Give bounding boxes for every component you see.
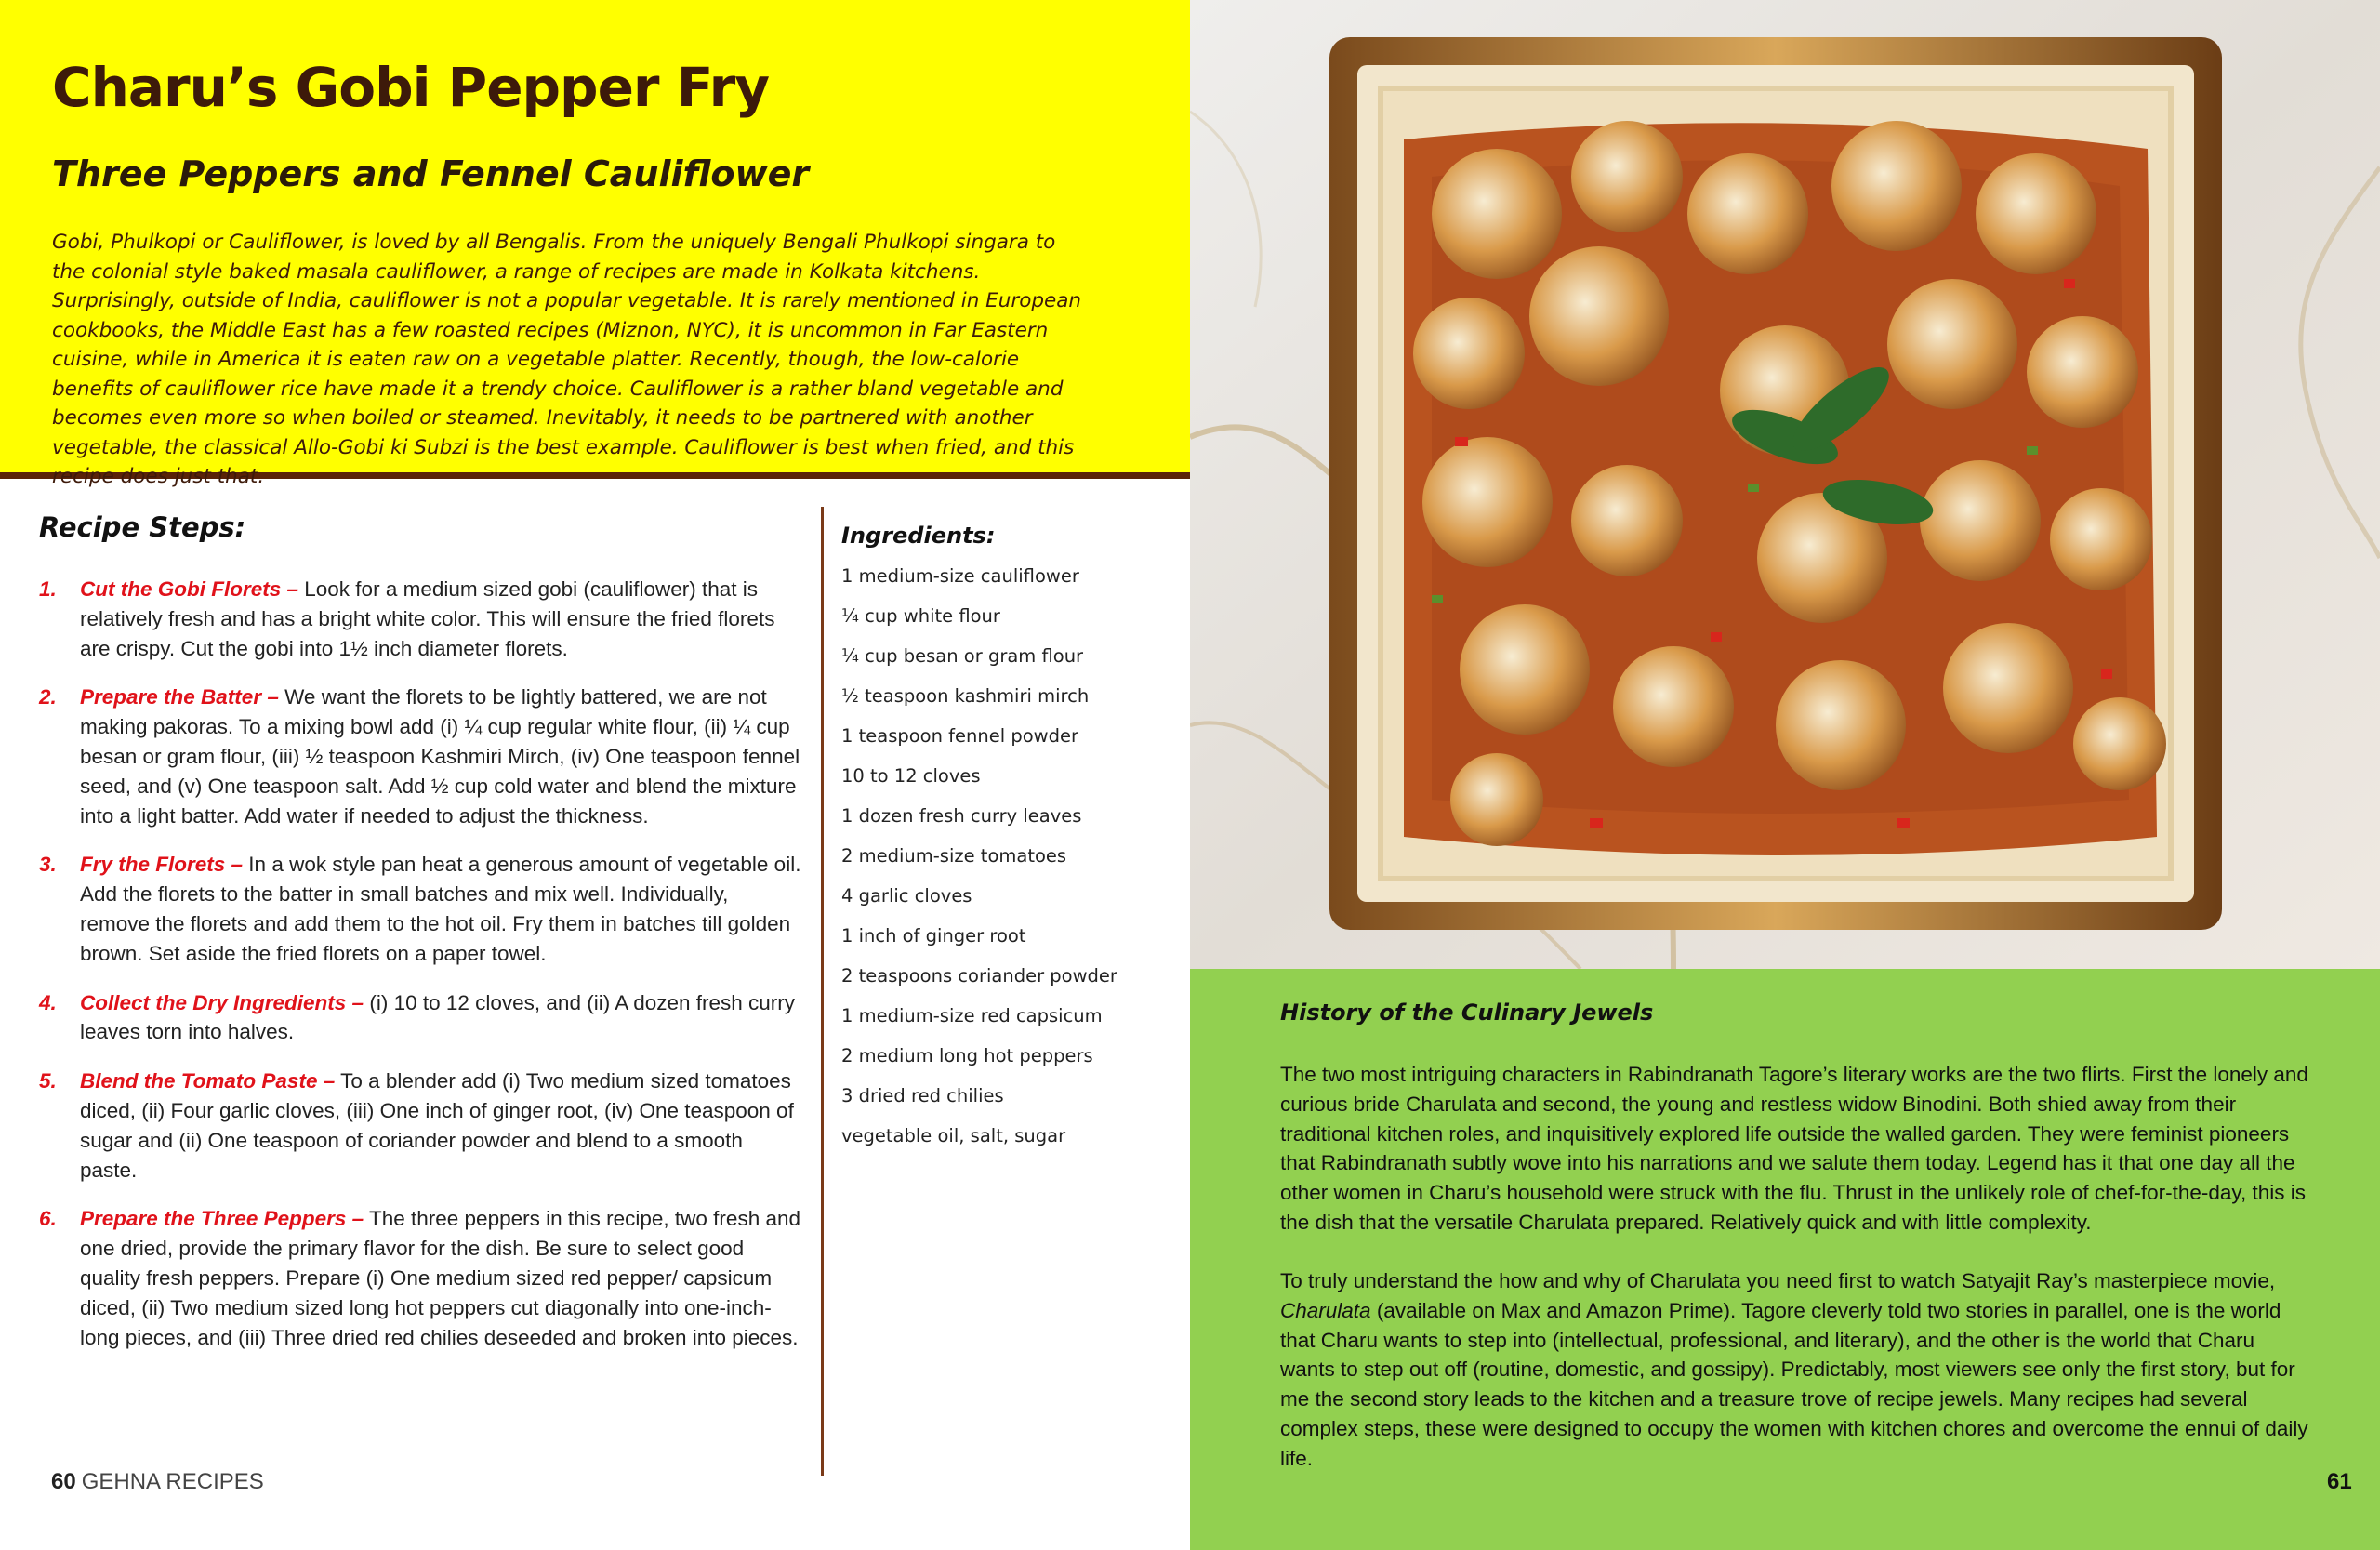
step-text: Look for a medium sized gobi (cauliflower) that is relatively fresh and has a bright white color. This will ensure the fried florets are crispy. Cut the gobi into 1½ inch diameter florets. xyxy=(80,577,775,660)
ingredient-item: 2 teaspoons coriander powder xyxy=(841,965,1117,987)
history-paragraph-2 xyxy=(1280,1266,2312,1474)
intro-paragraph: Gobi, Phulkopi or Cauliflower, is loved by all Bengalis. From the uniquely Bengali Phulkopi singara to the colonial style baked masala cauliflower, a range of recipes are made in Kolkata kitchens. Surprisingly, outside of India, cauliflower is not a popular vegetable. It is rarely mentioned in European cookbooks, the Middle East has a few roasted recipes (Miznon, NYC), it is uncommon in Far Eastern cuisine, while in America it is eaten raw on a vegetable platter. Recently, though, the low-calorie benefits of cauliflower rice have made it a trendy choice. Cauliflower is a rather bland vegetable and becomes even more so when boiled or steamed. Inevitably, it needs to be partnered with another vegetable, the classical Allo-Gobi ki Subzi is the best example. Cauliflower is best when fried, and this recipe does just that. xyxy=(52,231,1082,488)
ingredient-item: vegetable oil, salt, sugar xyxy=(841,1125,1066,1146)
history-paragraph-2-rest: (available on Max and Amazon Prime). Tagore cleverly told two stories in parallel, one is the world that Charu wants to step into (intellectual, professional, and literary), and the other is the world that Charu wants to step out off (routine, domestic, and gossipy). Predictably, most viewers see only the first story, but for me the second story leads to the kitchen and a treasure trove of recipe jewels. Many recipes had several complex steps, these were designed to occupy the women with kitchen chores and overcome the ennui of daily life. xyxy=(1280,1298,2308,1470)
recipe-step xyxy=(39,1066,801,1185)
step-number: 4. xyxy=(39,990,57,1014)
step-number: 2. xyxy=(39,685,57,709)
movie-title: Charulata xyxy=(1280,1298,1371,1322)
ingredient-item: 1 medium-size red capsicum xyxy=(841,1005,1103,1027)
step-title: Collect the Dry Ingredients – xyxy=(80,990,364,1014)
recipe-step xyxy=(39,1204,801,1352)
step-text: The three peppers in this recipe, two fresh and one dried, provide the primary flavor for the dish. Be sure to select good quality fresh peppers. Prepare (i) One medium sized red pepper/ capsicum diced, (ii) Two medium sized long hot peppers cut diagonally into one-inch-long pieces, and (iii) Three dried red chilies deseeded and broken into pieces. xyxy=(80,1207,800,1349)
step-number: 6. xyxy=(39,1207,57,1231)
ingredient-item: 1 medium-size cauliflower xyxy=(841,565,1079,587)
step-number: 1. xyxy=(39,577,57,601)
dish-photo xyxy=(1190,0,2380,969)
ingredient-item: 1 dozen fresh curry leaves xyxy=(841,805,1082,827)
step-body xyxy=(80,988,801,1048)
ingredient-item: ¼ cup white flour xyxy=(841,605,1000,627)
ingredient-item: 4 garlic cloves xyxy=(841,885,972,907)
recipe-step xyxy=(39,988,801,1048)
column-divider xyxy=(821,507,824,1476)
step-body xyxy=(80,1204,801,1352)
step-title: Cut the Gobi Florets – xyxy=(80,577,299,601)
left-page-footer xyxy=(51,1469,264,1495)
step-number: 3. xyxy=(39,853,57,877)
ingredient-item: 2 medium-size tomatoes xyxy=(841,845,1067,867)
step-body xyxy=(80,1066,801,1185)
step-body xyxy=(80,682,801,830)
recipe-step xyxy=(39,682,801,830)
step-title: Fry the Florets – xyxy=(80,853,244,877)
recipe-step xyxy=(39,575,801,663)
header-band xyxy=(0,0,1190,488)
recipe-title: Charu’s Gobi Pepper Fry xyxy=(52,56,770,119)
page-number-right: 61 xyxy=(2327,1469,2352,1494)
step-title: Blend the Tomato Paste – xyxy=(80,1069,336,1093)
recipe-step xyxy=(39,850,801,968)
ingredient-item: 3 dried red chilies xyxy=(841,1085,1004,1106)
history-paragraph-2-intro: To truly understand the how and why of Charulata you need first to watch Satyajit Ray’s masterpiece movie, xyxy=(1280,1269,2276,1292)
page-number-left: 60 xyxy=(51,1469,76,1494)
history-heading: History of the Culinary Jewels xyxy=(1280,1000,1654,1026)
history-paragraph-1: The two most intriguing characters in Rabindranath Tagore’s literary works are the two flirts. First the lonely and curious bride Charulata and second, the young and restless widow Binodini. Both shied away from their traditional kitchen roles, and inquisitively explored life outside the walled garden. They were feminist pioneers that Rabindranath subtly wove into his narrations and we salute them today. Legend has it that one day all the other women in Charu’s household were struck with the flu. Thrust in the unlikely role of chef-for-the-day, this is the dish that the versatile Charulata prepared. Relatively quick and with little complexity. xyxy=(1280,1063,2308,1234)
recipe-steps-heading: Recipe Steps: xyxy=(39,511,246,543)
recipe-subtitle: Three Peppers and Fennel Cauliflower xyxy=(52,153,810,194)
step-text: To a blender add (i) Two medium sized tomatoes diced, (ii) Four garlic cloves, (iii) One inch of ginger root, (iv) One teaspoon of sugar and (ii) One teaspoon of coriander powder and blend to a smooth paste. xyxy=(80,1069,794,1182)
ingredient-item: 1 teaspoon fennel powder xyxy=(841,725,1078,747)
dish-photo-illustration xyxy=(1190,0,2380,969)
ingredient-item: ¼ cup besan or gram flour xyxy=(841,645,1084,667)
ingredient-item: 2 medium long hot peppers xyxy=(841,1045,1093,1066)
ingredients-heading: Ingredients: xyxy=(841,523,996,549)
ingredient-item: ½ teaspoon kashmiri mirch xyxy=(841,685,1090,707)
step-text: (i) 10 to 12 cloves, and (ii) A dozen fresh curry leaves torn into halves. xyxy=(80,990,796,1044)
ingredient-item: 10 to 12 cloves xyxy=(841,765,981,787)
step-body xyxy=(80,850,801,968)
step-text: We want the florets to be lightly battered, we are not making pakoras. To a mixing bowl add (i) ¼ cup regular white flour, (ii) ¼ cup besan or gram flour, (iii) ½ teaspoon Kashmiri Mirch, (iv) One teaspoon fennel seed, and (v) One teaspoon salt. Add ½ cup cold water and blend the mixture into a light batter. Add water if needed to adjust the thickness. xyxy=(80,685,800,828)
step-title: Prepare the Batter – xyxy=(80,685,279,709)
step-text: In a wok style pan heat a generous amount of vegetable oil. Add the florets to the batter in small batches and mix well. Individually, remove the florets and add them to the hot oil. Fry them in batches till golden brown. Set aside the fried florets on a paper towel. xyxy=(80,853,801,965)
step-body xyxy=(80,575,801,663)
recipe-steps-list xyxy=(39,575,801,1371)
step-title: Prepare the Three Peppers – xyxy=(80,1207,364,1231)
book-name: GEHNA RECIPES xyxy=(81,1469,264,1494)
ingredient-item: 1 inch of ginger root xyxy=(841,925,1026,947)
right-page xyxy=(1190,0,2380,1550)
ingredients-list xyxy=(841,565,1117,1165)
step-number: 5. xyxy=(39,1069,57,1093)
